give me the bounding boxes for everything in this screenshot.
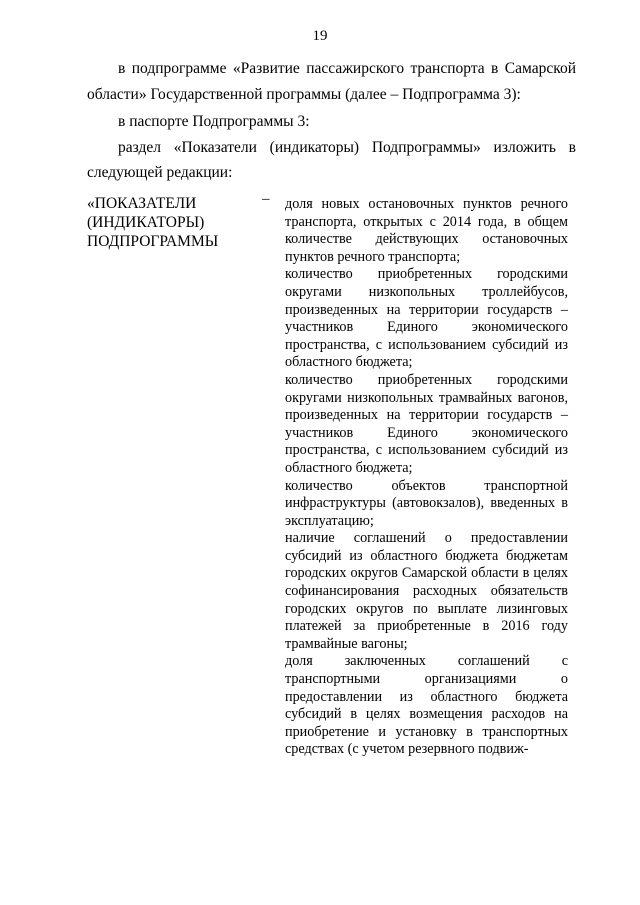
intro-paragraph-2-text: в паспорте Подпрограммы 3:: [118, 113, 310, 130]
intro-paragraph-2: [118, 111, 576, 132]
indicator-item: доля заключенных соглашений с транспортными организациями о предоставлении из областного бюджета субсидий в целях возмещения расходов на приобретение и установку в транспортных средствах (с учетом резервного подвиж-: [285, 653, 568, 758]
section-label-line-3: ПОДПРОГРАММЫ: [87, 233, 219, 250]
section-dash: –: [262, 191, 270, 207]
indicator-item: количество приобретенных городскими округами низкопольных трамвайных вагонов, произведенных на территории государств – участников Единого экономического пространства, с использованием субсидий из областного бюджета;: [285, 371, 568, 476]
intro-paragraph-1-cont: [87, 84, 576, 105]
indicator-item: количество приобретенных городскими округами низкопольных троллейбусов, произведенных на территории государств – участников Единого экономического пространства, с использованием субсидий из областного бюджета;: [285, 266, 568, 371]
indicator-item: количество объектов транспортной инфраструктуры (автовокзалов), введенных в эксплуатацию;: [285, 477, 568, 529]
indicator-list: [285, 196, 568, 759]
intro-paragraph-1-line-1: в подпрограмме «Развитие пассажирского транспорта в Самарской: [118, 60, 576, 77]
intro-paragraph-3-line-1: раздел «Показатели (индикаторы) Подпрограммы» изложить в: [118, 139, 576, 156]
page-number: 19: [312, 28, 328, 44]
intro-paragraph-3: [118, 137, 576, 158]
intro-paragraph-3-cont: [87, 162, 576, 183]
section-label-line-2: (ИНДИКАТОРЫ): [87, 214, 205, 231]
section-label-line-1: «ПОКАЗАТЕЛИ: [87, 195, 197, 212]
section-label: [87, 194, 247, 251]
indicator-item: наличие соглашений о предоставлении субсидий из областного бюджета бюджетам городских округов Самарской области в целях софинансирования расходных обязательств городских округов по выплате лизинговых платежей за приобретенные в 2016 году трамвайные вагоны;: [285, 530, 568, 652]
intro-paragraph-1: [118, 58, 576, 79]
intro-paragraph-1-line-2: области» Государственной программы (далее – Подпрограмма 3):: [87, 86, 521, 103]
indicator-item: доля новых остановочных пунктов речного транспорта, открытых с 2014 года, в общем количестве действующих остановочных пунктов речного транспорта;: [285, 196, 568, 265]
intro-paragraph-3-line-2: следующей редакции:: [87, 164, 233, 181]
